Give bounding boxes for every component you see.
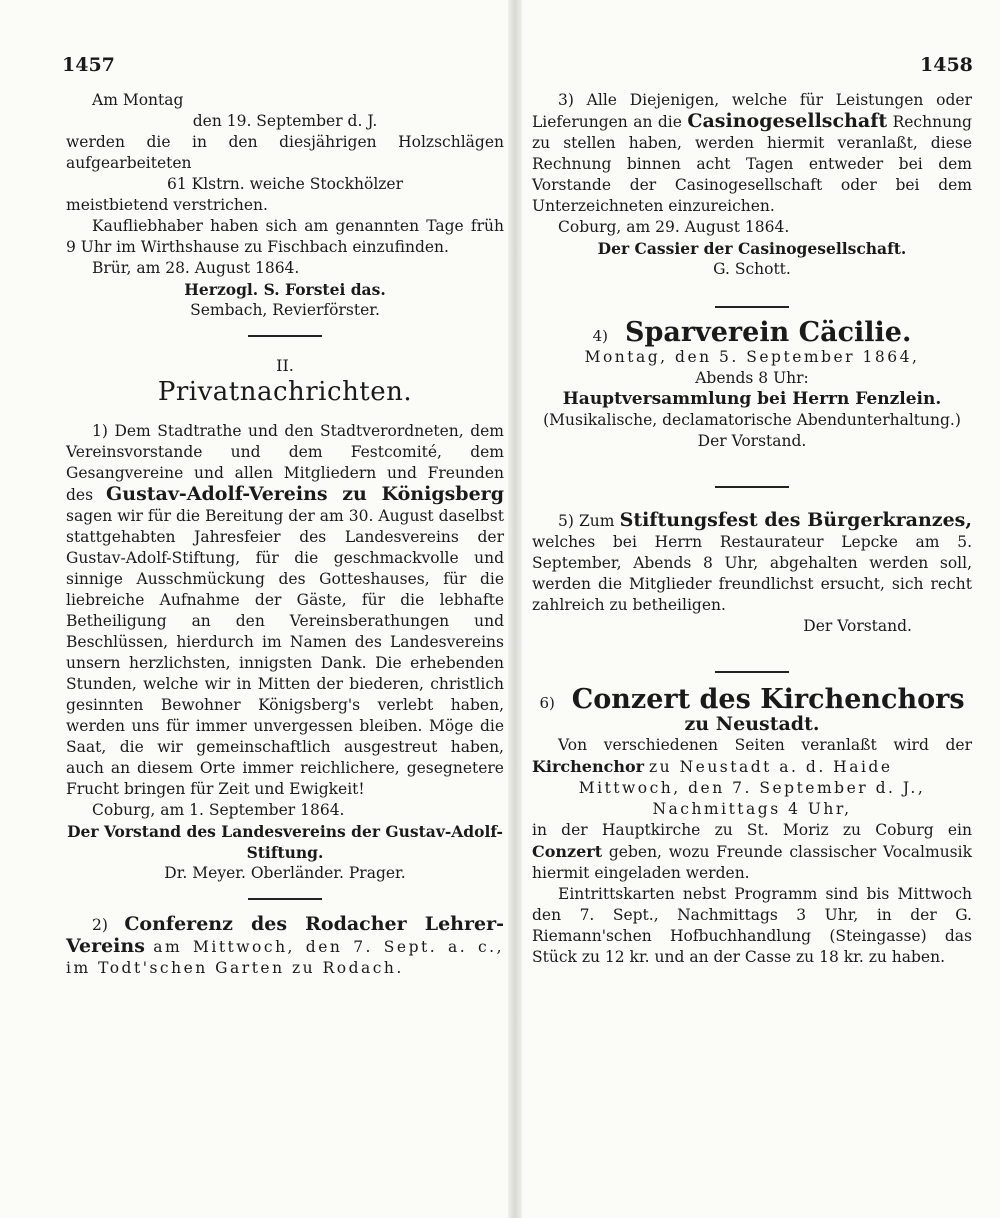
notice-wood-auction — [66, 90, 504, 321]
notice-body: zu Neustadt a. d. Haide — [649, 758, 893, 776]
divider — [248, 898, 322, 900]
notice-line: Abends 8 Uhr: — [695, 369, 809, 387]
notice-body: am Mittwoch, den 7. Sept. a. c., im Todt'schen Garten zu Rodach. — [66, 938, 504, 977]
notice-line: Nachmittags 4 Uhr, — [652, 800, 852, 818]
notice-body: Rechnung zu stellen haben, werden hiermit veranlaßt, diese Rechnung binnen acht Tagen entweder bei dem Vorstande der Casinogesellschaft oder bei dem Unterzeichneten einzureichen. — [532, 113, 972, 215]
notice-signature: Der Cassier der Casinogesellschaft. — [597, 239, 907, 258]
notice-title: Sparverein Cäcilie. — [624, 317, 912, 348]
notice-title: Conferenz des Rodacher Lehrer-Vereins — [66, 913, 504, 957]
notice-line: Montag, den 5. September 1864, — [584, 348, 920, 366]
notice-line: meistbietend verstrichen. — [66, 196, 268, 214]
notice-signature: Der Vorstand. — [697, 432, 807, 450]
notice-signature-name: G. Schott. — [713, 260, 791, 278]
page-number-right: 1458 — [920, 54, 973, 76]
notice-date: Coburg, am 29. August 1864. — [558, 218, 790, 236]
notice-line: (Musikalische, declamatorische Abendunterhaltung.) — [543, 411, 961, 429]
notice-emphasis: Gustav-Adolf-Vereins zu Königsberg — [106, 483, 504, 505]
notice-signature-name: Sembach, Revierförster. — [190, 301, 380, 319]
notice-signature-names: Dr. Meyer. Oberländer. Prager. — [164, 864, 406, 882]
divider — [715, 306, 789, 308]
notice-title: Conzert des Kirchenchors — [571, 684, 965, 715]
notice-date: Coburg, am 1. September 1864. — [92, 801, 345, 819]
notice-body: Alle Diejenigen, welche für Leistungen oder Lieferungen an die — [532, 91, 972, 131]
notice-body: Zum — [579, 512, 615, 530]
right-column — [532, 90, 972, 968]
notice-body: geben, wozu Freunde classischer Vocalmusik hiermit eingeladen werden. — [532, 843, 972, 882]
notice-line: Kaufliebhaber haben sich am genannten Tage früh 9 Uhr im Wirthshause zu Fischbach einzufinden. — [66, 217, 504, 256]
notice-line: werden die in den diesjährigen Holzschlägen aufgearbeiteten — [66, 133, 504, 172]
notice-subtitle: zu Neustadt. — [684, 713, 820, 735]
page-number-left: 1457 — [62, 54, 115, 76]
notice-buergerkranz — [532, 510, 972, 637]
notice-number: 1) — [92, 422, 108, 440]
notice-number: 5) — [558, 512, 574, 530]
notice-teachers-conference — [66, 914, 504, 979]
notice-signature: Der Vorstand des Landesvereins der Gustav-Adolf-Stiftung. — [67, 822, 503, 862]
notice-casino — [532, 90, 972, 280]
notice-body: Eintrittskarten nebst Programm sind bis Mittwoch den 7. Sept., Nachmittags 3 Uhr, in der G. Riemann'schen Hofbuchhandlung (Steingasse) das Stück zu 12 kr. und an der Casse zu 18 kr. zu haben. — [532, 885, 972, 966]
divider — [715, 671, 789, 673]
notice-body: welches bei Herrn Restaurateur Lepcke am 5. September, Abends 8 Uhr, abgehalten werden soll, werden die Mitglieder freundlichst ersucht, sich recht zahlreich zu betheiligen. — [532, 533, 972, 614]
divider — [715, 486, 789, 488]
notice-line: 61 Klstrn. weiche Stockhölzer — [166, 175, 404, 193]
notice-line: Mittwoch, den 7. September d. J., — [578, 779, 926, 797]
notice-line: Am Montag — [92, 91, 184, 109]
notice-body: Von verschiedenen Seiten veranlaßt wird der — [558, 736, 972, 754]
notice-number: 3) — [558, 91, 574, 109]
notice-gustav-adolf — [66, 421, 504, 884]
notice-body: sagen wir für die Bereitung der am 30. August daselbst stattgehabten Jahresfeier des Landesvereins der Gustav-Adolf-Stiftung, für die geschmackvolle und sinnige Ausschmückung des Gotteshauses, für die liebreiche Aufnahme der Gäste, für die lebhafte Betheiligung an den Vereinsberathungen und Beschlüssen, hierdurch im Namen des Landesvereins unsern herzlichsten, innigsten Dank. Die erhebenden Stunden, welche wir in Mitten der biederen, christlich gesinnten Bewohner Königsberg's verlebt haben, werden uns für immer unvergessen bleiben. Möge die Saat, die wir gemeinschaftlich ausgestreut haben, auch an diesem Orte immer reichlichere, gesegnetere Frucht bringen für Zeit und Ewigkeit! — [66, 507, 504, 798]
notice-emphasis: Conzert — [532, 842, 603, 861]
notice-sparverein — [532, 317, 972, 452]
divider — [248, 335, 322, 337]
notice-body: in der Hauptkirche zu St. Moriz zu Coburg ein — [532, 821, 972, 839]
notice-signature: Der Vorstand. — [803, 617, 912, 635]
notice-emphasis: Kirchenchor — [532, 757, 645, 776]
notice-emphasis: Casinogesellschaft — [687, 110, 888, 132]
section-title: Privatnachrichten. — [157, 377, 413, 407]
notice-concert — [532, 684, 972, 968]
left-column — [66, 90, 504, 979]
notice-number: 6) — [539, 694, 555, 712]
notice-signature: Herzogl. S. Forstei das. — [184, 280, 386, 299]
notice-body: Dem Stadtrathe und den Stadtverordneten, dem Vereinsvorstande und dem Festcomité, dem Gesangvereine und allen Mitgliedern und Freunden des — [66, 422, 504, 504]
notice-emphasis: Stiftungsfest des Bürgerkranzes, — [619, 509, 972, 531]
notice-line: Hauptversammlung bei Herrn Fenzlein. — [562, 389, 942, 409]
notice-date: Brür, am 28. August 1864. — [92, 259, 300, 277]
notice-number: 2) — [92, 916, 108, 934]
notice-number: 4) — [592, 327, 609, 345]
notice-line: den 19. September d. J. — [192, 112, 378, 130]
page-gutter — [508, 0, 522, 1218]
section-number: II. — [276, 356, 294, 375]
